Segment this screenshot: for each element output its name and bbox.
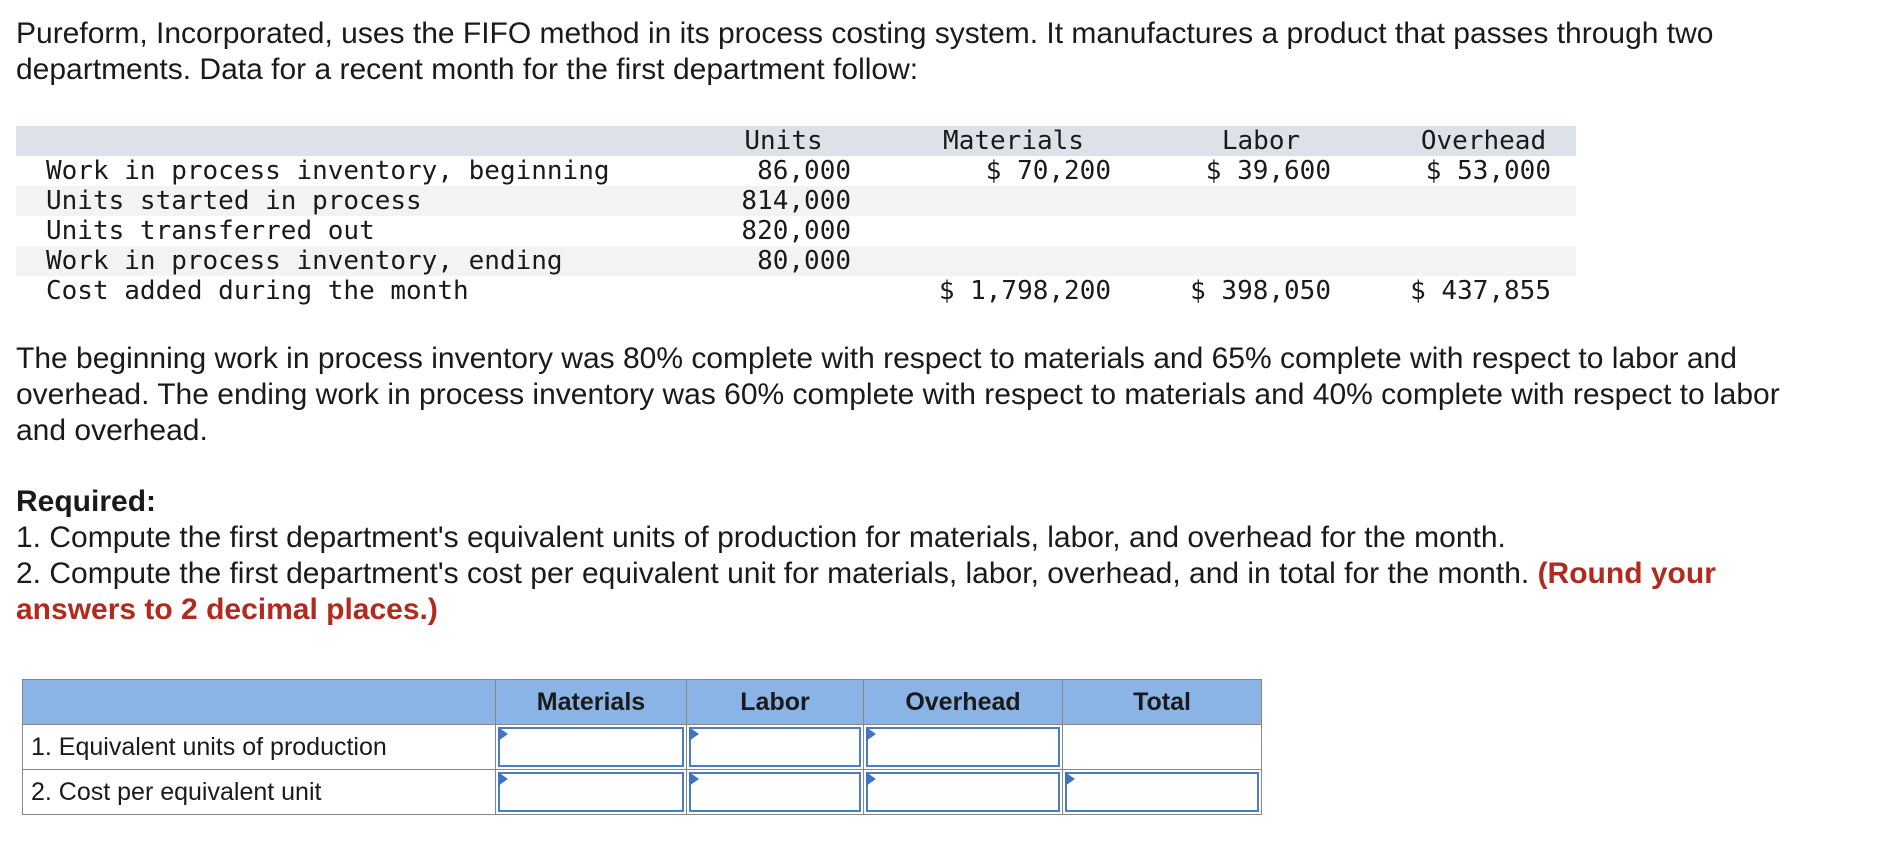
eu-materials-input[interactable] xyxy=(498,727,684,767)
header-overhead: Overhead xyxy=(864,680,1063,725)
header-labor: Labor xyxy=(687,680,864,725)
row-labor: $ 398,050 xyxy=(1190,276,1331,306)
row-label: Units transferred out xyxy=(46,216,375,246)
rounding-instruction-b: answers to 2 decimal places.) xyxy=(16,593,438,626)
cell-marker-icon xyxy=(689,727,699,741)
row-label: Work in process inventory, beginning xyxy=(46,156,610,186)
cpu-total-input[interactable] xyxy=(1065,772,1259,812)
cell-marker-icon xyxy=(498,727,508,741)
required-item-2-text: 2. Compute the first department's cost per equivalent unit for materials, labor, overhead, and in total for the month. xyxy=(16,557,1530,590)
data-row-units-transferred xyxy=(16,216,1576,246)
answer-row-equivalent-units xyxy=(23,725,1262,770)
row-overhead: $ 437,855 xyxy=(1410,276,1551,306)
data-row-wip-beginning xyxy=(16,156,1576,186)
row-units: 814,000 xyxy=(741,186,851,216)
row-label: Work in process inventory, ending xyxy=(46,246,563,276)
department-data-table xyxy=(16,126,1576,306)
completion-line-1: The beginning work in process inventory was 80% complete with respect to materials and 65% complete with respect to labor and xyxy=(16,342,1737,375)
problem-intro-line-2: departments. Data for a recent month for the first department follow: xyxy=(16,53,919,86)
answer-table xyxy=(22,679,1262,815)
header-total: Total xyxy=(1063,680,1262,725)
cpu-materials-input[interactable] xyxy=(498,772,684,812)
problem-intro xyxy=(16,16,1713,88)
header-units: Units xyxy=(744,126,823,156)
cell-marker-icon xyxy=(689,772,699,786)
row-units: 820,000 xyxy=(741,216,851,246)
cell-marker-icon xyxy=(866,772,876,786)
data-row-units-started xyxy=(16,186,1576,216)
cpu-labor-cell[interactable] xyxy=(687,770,864,815)
data-table-header xyxy=(16,126,1576,156)
header-blank xyxy=(23,680,496,725)
row-labor: $ 39,600 xyxy=(1205,156,1331,186)
data-row-cost-added xyxy=(16,276,1576,306)
row-label: Units started in process xyxy=(46,186,422,216)
eu-overhead-cell[interactable] xyxy=(864,725,1063,770)
header-materials: Materials xyxy=(496,680,687,725)
rounding-instruction-a: (Round your xyxy=(1537,557,1716,590)
cell-marker-icon xyxy=(498,772,508,786)
header-materials: Materials xyxy=(943,126,1084,156)
data-row-wip-ending xyxy=(16,246,1576,276)
row-label: Cost added during the month xyxy=(46,276,469,306)
cpu-overhead-input[interactable] xyxy=(866,772,1060,812)
header-overhead: Overhead xyxy=(1420,126,1547,156)
row-materials: $ 70,200 xyxy=(985,156,1111,186)
answer-table-header xyxy=(23,680,1262,725)
row-materials: $ 1,798,200 xyxy=(938,276,1111,306)
cpu-overhead-cell[interactable] xyxy=(864,770,1063,815)
answer-row-cost-per-eu xyxy=(23,770,1262,815)
completion-line-3: and overhead. xyxy=(16,414,208,447)
header-labor: Labor xyxy=(1221,126,1301,156)
completion-line-2: overhead. The ending work in process inventory was 60% complete with respect to materials and 40% complete with respect to labor xyxy=(16,378,1780,411)
eu-overhead-input[interactable] xyxy=(866,727,1060,767)
eu-labor-cell[interactable] xyxy=(687,725,864,770)
cell-marker-icon xyxy=(866,727,876,741)
required-item-1: 1. Compute the first department's equivalent units of production for materials, labor, and overhead for the month. xyxy=(16,521,1506,554)
cpu-materials-cell[interactable] xyxy=(496,770,687,815)
problem-intro-line-1: Pureform, Incorporated, uses the FIFO method in its process costing system. It manufactures a product that passes through two xyxy=(16,17,1714,50)
eu-materials-cell[interactable] xyxy=(496,725,687,770)
required-item-2-continued xyxy=(16,592,438,628)
row-label: 2. Cost per equivalent unit xyxy=(23,770,496,815)
row-overhead: $ 53,000 xyxy=(1425,156,1551,186)
eu-total-cell xyxy=(1063,725,1262,770)
eu-labor-input[interactable] xyxy=(689,727,861,767)
cell-marker-icon xyxy=(1065,772,1075,786)
row-units: 86,000 xyxy=(757,156,851,186)
row-units: 80,000 xyxy=(757,246,851,276)
row-label: 1. Equivalent units of production xyxy=(23,725,496,770)
completion-paragraph xyxy=(16,341,1780,449)
cpu-labor-input[interactable] xyxy=(689,772,861,812)
required-heading: Required: xyxy=(16,485,157,518)
required-item-2 xyxy=(16,556,1716,592)
cpu-total-cell[interactable] xyxy=(1063,770,1262,815)
